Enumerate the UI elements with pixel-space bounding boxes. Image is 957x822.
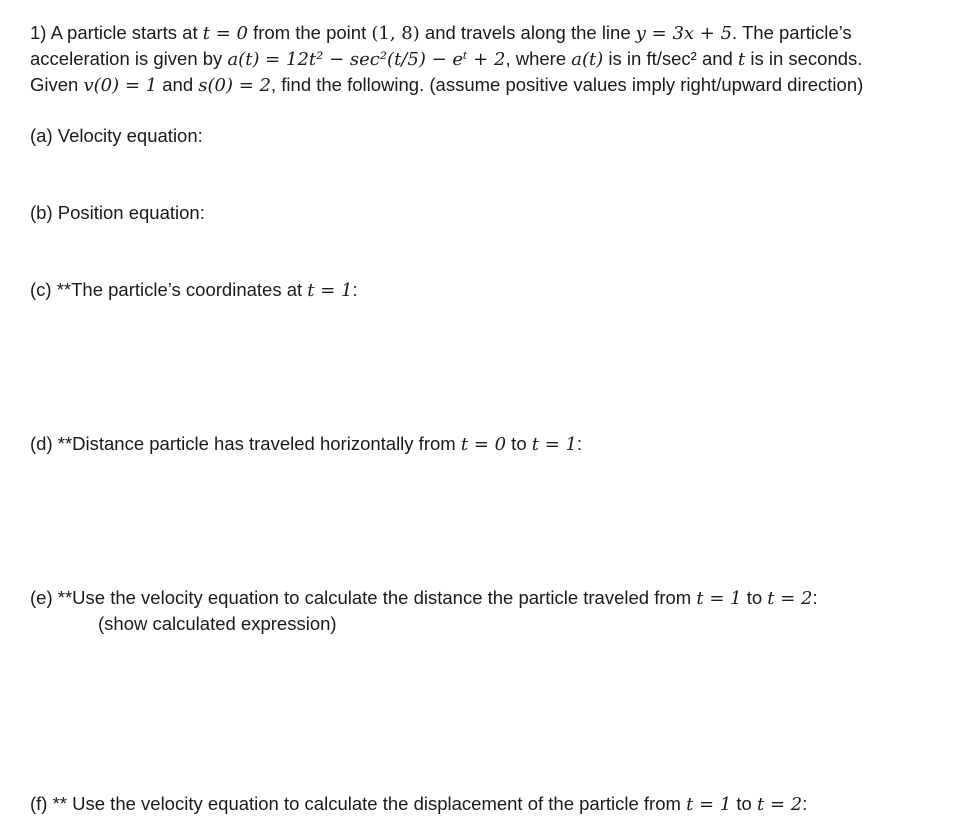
- problem-line-2: [30, 46, 930, 72]
- text-segment: , find the following. (assume positive values imply right/upward direction): [271, 74, 864, 95]
- part-d-label: (d) **Distance particle has traveled horizontally from: [30, 433, 461, 454]
- part-f-displacement: [30, 792, 807, 817]
- problem-line-3: [30, 72, 930, 98]
- text-segment: Given: [30, 74, 84, 95]
- math-initial-velocity: v(0) = 1: [83, 75, 158, 96]
- text-segment: to: [731, 793, 757, 814]
- part-a-label: (a) Velocity equation:: [30, 125, 203, 146]
- math-acceleration-equation: a(t) = 12t² − sec²(t/5) − eᵗ + 2: [227, 49, 506, 70]
- math-t-equals-1: t = 1: [307, 280, 353, 301]
- part-d-horizontal-distance: [30, 432, 582, 457]
- part-e-subnote: [98, 612, 337, 636]
- text-segment: , where: [505, 48, 572, 69]
- text-segment: . The particle’s: [732, 22, 852, 43]
- part-b-position-equation: [30, 201, 205, 225]
- math-t-equals-2: t = 2: [767, 588, 813, 609]
- math-t-equals-1: t = 1: [686, 794, 732, 815]
- text-segment: acceleration is given by: [30, 48, 228, 69]
- math-initial-position: s(0) = 2: [198, 75, 271, 96]
- text-segment: 1) A particle starts at: [30, 22, 203, 43]
- math-t-equals-2: t = 2: [757, 794, 803, 815]
- math-t-equals-0: t = 0: [202, 23, 248, 44]
- part-a-velocity-equation: [30, 124, 203, 148]
- text-segment: :: [802, 793, 808, 814]
- part-f-label: (f) ** Use the velocity equation to calculate the displacement of the particle from: [30, 793, 687, 814]
- part-e-instruction: (show calculated expression): [98, 613, 337, 634]
- part-e-label: (e) **Use the velocity equation to calculate the distance the particle traveled from: [30, 587, 697, 608]
- math-point: (1, 8): [371, 23, 420, 44]
- part-c-coordinates: [30, 278, 358, 303]
- problem-line-1: [30, 20, 930, 46]
- text-segment: :: [352, 279, 358, 300]
- part-c-label: (c) **The particle’s coordinates at: [30, 279, 308, 300]
- math-t: t: [737, 49, 746, 70]
- math-line-equation: y = 3x + 5: [635, 23, 733, 44]
- text-segment: :: [812, 587, 818, 608]
- part-e-distance-traveled: [30, 586, 818, 611]
- math-t-equals-1: t = 1: [531, 434, 577, 455]
- text-segment: is in ft/sec² and: [603, 48, 738, 69]
- problem-statement: [30, 20, 930, 98]
- text-segment: is in seconds.: [745, 48, 863, 69]
- text-segment: :: [576, 433, 583, 454]
- math-a-of-t: a(t): [571, 49, 604, 70]
- math-t-equals-1: t = 1: [696, 588, 742, 609]
- text-segment: and travels along the line: [419, 22, 636, 43]
- text-segment: from the point: [247, 22, 372, 43]
- text-segment: to: [741, 587, 768, 608]
- part-b-label: (b) Position equation:: [30, 202, 205, 223]
- math-t-equals-0: t = 0: [460, 434, 507, 455]
- text-segment: to: [506, 433, 532, 454]
- text-segment: and: [157, 74, 199, 95]
